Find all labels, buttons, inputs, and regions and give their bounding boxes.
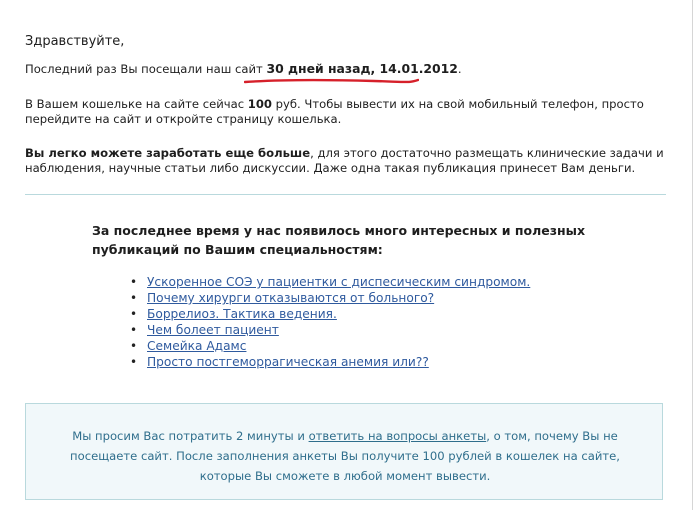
- publications-list: [130, 274, 530, 370]
- publication-link-5[interactable]: Семейка Адамс: [147, 339, 247, 353]
- greeting: Здравствуйте,: [25, 34, 125, 49]
- publications-heading: За последнее время у нас появилось много интересных и полезных публикаций по Вашим специальностям:: [92, 223, 586, 257]
- survey-prefix: Мы просим Вас потратить 2 минуты и: [72, 429, 309, 443]
- publication-link-1[interactable]: Ускоренное СОЭ у пациентки с диспесическим синдромом.: [147, 275, 531, 289]
- list-item: [130, 354, 530, 370]
- section-divider: [25, 194, 666, 195]
- earn-paragraph: [25, 146, 665, 176]
- wallet-paragraph: [25, 97, 655, 127]
- publication-link-6[interactable]: Просто постгеморрагическая анемия или??: [147, 355, 429, 369]
- last-visit-separator: ,: [370, 61, 380, 76]
- last-visit-text: [25, 61, 462, 76]
- list-item: [130, 338, 530, 354]
- survey-box: [25, 403, 663, 500]
- red-underline-annotation: [244, 77, 419, 86]
- survey-suffix: , о том, почему Вы не посещаете сайт. После заполнения анкеты Вы получите 100 рублей в кошелек на сайте, которые Вы сможете в любой момент вывести.: [70, 429, 620, 483]
- last-visit-prefix: Последний раз Вы посещали наш сайт: [25, 62, 267, 76]
- list-item: [130, 306, 530, 322]
- list-item: [130, 322, 530, 338]
- last-visit-suffix: .: [457, 62, 462, 76]
- publication-link-4[interactable]: Чем болеет пациент: [147, 323, 279, 337]
- last-visit-date: 14.01.2012: [379, 61, 458, 76]
- last-visit-days: 30 дней назад: [266, 61, 371, 76]
- list-item: [130, 274, 530, 290]
- wallet-prefix: В Вашем кошельке на сайте сейчас: [25, 97, 248, 111]
- earn-bold-text: Вы легко можете заработать еще больше: [25, 146, 311, 160]
- survey-text: [46, 426, 644, 486]
- survey-link[interactable]: ответить на вопросы анкеты: [308, 429, 487, 443]
- publication-link-2[interactable]: Почему хирурги отказываются от больного?: [147, 291, 435, 305]
- wallet-amount: 100: [247, 97, 272, 111]
- list-item: [130, 290, 530, 306]
- publication-link-3[interactable]: Боррелиоз. Тактика ведения.: [147, 307, 337, 321]
- earn-rest-text: , для этого достаточно размещать клинические задачи и наблюдения, научные статьи либо дискуссии. Даже одна такая публикация принесет Вам деньги.: [25, 146, 664, 175]
- wallet-suffix: руб. Чтобы вывести их на свой мобильный телефон, просто перейдите на сайт и откройте страницу кошелька.: [25, 97, 644, 126]
